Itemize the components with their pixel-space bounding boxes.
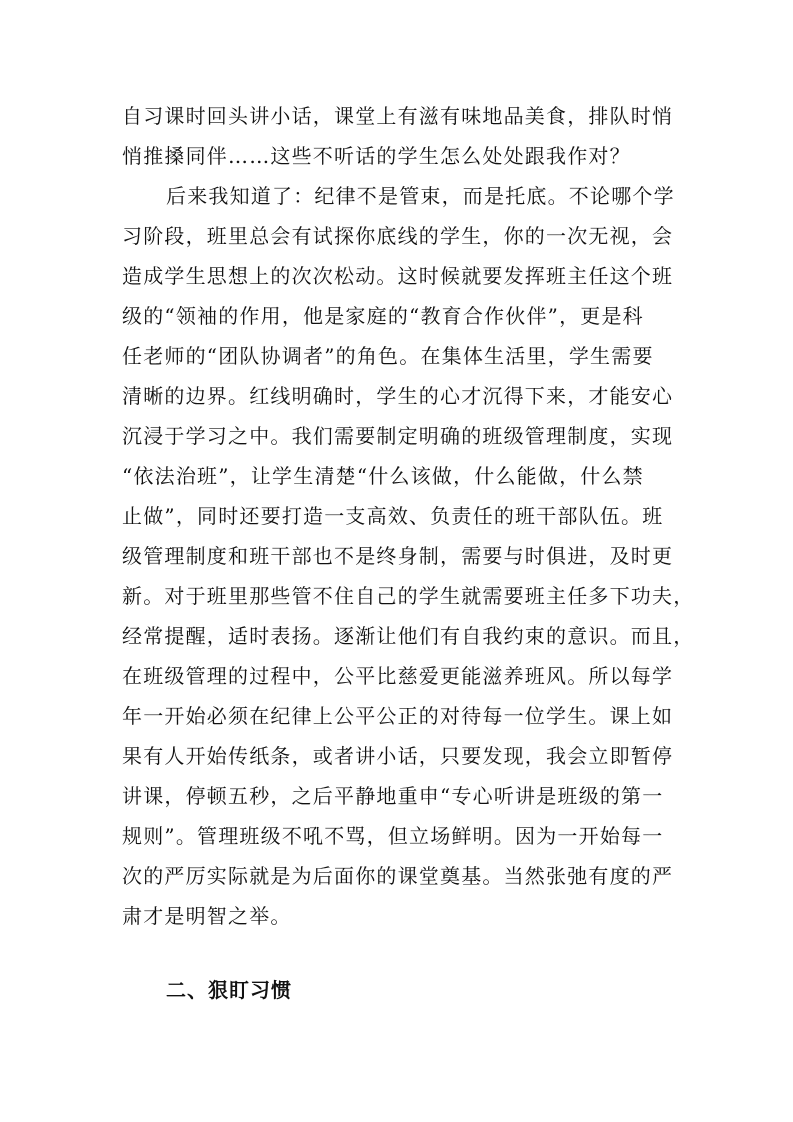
section-heading: 二、狠盯习惯 <box>166 978 292 1002</box>
paragraph-line: 沉浸于学习之中。我们需要制定明确的班级管理制度，实现 <box>122 424 674 448</box>
paragraph-line: 止做”，同时还要打造一支高效、负责任的班干部队伍。班 <box>122 504 664 528</box>
paragraph-line: 果有人开始传纸条，或者讲小话，只要发现，我会立即暂停 <box>122 744 674 768</box>
paragraph-line: 在班级管理的过程中，公平比慈爱更能滋养班风。所以每学 <box>122 664 674 688</box>
paragraph-line: 新。对于班里那些管不住自己的学生就需要班主任多下功夫， <box>122 584 695 608</box>
paragraph-line: 自习课时回头讲小话，课堂上有滋有味地品美食，排队时悄 <box>122 104 674 128</box>
body-text <box>122 96 695 936</box>
paragraph-line: 规则”。管理班级不吼不骂，但立场鲜明。因为一开始每一 <box>122 824 664 848</box>
paragraph-line: 造成学生思想上的次次松动。这时候就要发挥班主任这个班 <box>122 264 674 288</box>
paragraph-line: 经常提醒，适时表扬。逐渐让他们有自我约束的意识。而且， <box>122 624 695 648</box>
paragraph-line: 习阶段，班里总会有试探你底线的学生，你的一次无视，会 <box>122 224 674 248</box>
paragraph-line: 悄推搡同伴……这些不听话的学生怎么处处跟我作对？ <box>122 144 631 168</box>
paragraph-line: 年一开始必须在纪律上公平公正的对待每一位学生。课上如 <box>122 704 674 728</box>
paragraph-line: 清晰的边界。红线明确时，学生的心才沉得下来，才能安心 <box>122 384 674 408</box>
paragraph-line: 肃才是明智之举。 <box>122 904 292 928</box>
paragraph-line: 次的严厉实际就是为后面你的课堂奠基。当然张弛有度的严 <box>122 864 674 888</box>
paragraph-line: 讲课，停顿五秒，之后平静地重申“专心听讲是班级的第一 <box>122 784 664 808</box>
paragraph-line: “依法治班”，让学生清楚“什么该做，什么能做，什么禁 <box>122 464 644 488</box>
paragraph-line: 级管理制度和班干部也不是终身制，需要与时俱进，及时更 <box>122 544 674 568</box>
paragraph-line: 后来我知道了：纪律不是管束，而是托底。不论哪个学 <box>166 184 675 208</box>
paragraph-line: 任老师的“团队协调者”的角色。在集体生活里，学生需要 <box>122 344 654 368</box>
paragraph-line: 级的“领袖的作用，他是家庭的“教育合作伙伴”，更是科 <box>122 304 644 328</box>
